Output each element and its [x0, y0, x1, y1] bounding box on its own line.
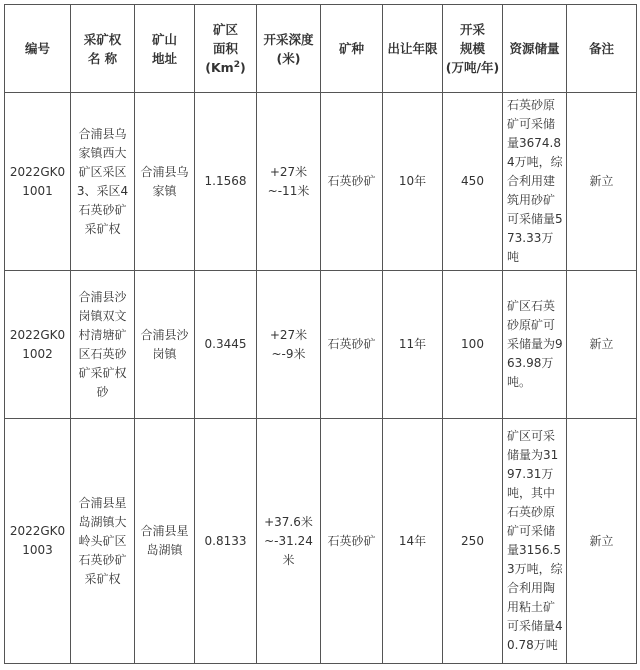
table-row — [5, 419, 637, 664]
cell-location: 合浦县乌家镇 — [135, 93, 195, 271]
cell-remarks: 新立 — [567, 419, 637, 664]
header-location: 矿山 地址 — [135, 5, 195, 93]
header-area: 矿区 面积 (Km$^2$) — [195, 5, 257, 93]
cell-area: 0.8133 — [195, 419, 257, 664]
cell-location: 合浦县沙岗镇 — [135, 271, 195, 419]
header-right-name: 采矿权 名 称 — [71, 5, 135, 93]
cell-depth: +27米 ~-11米 — [257, 93, 321, 271]
header-scale: 开采 规模 (万吨/年) — [443, 5, 503, 93]
table-row — [5, 271, 637, 419]
cell-term: 14年 — [383, 419, 443, 664]
cell-depth: +37.6米 ~-31.24米 — [257, 419, 321, 664]
cell-depth: +27米 ~-9米 — [257, 271, 321, 419]
cell-reserves: 矿区石英砂原矿可采储量为963.98万吨。 — [503, 271, 567, 419]
cell-mineral: 石英砂矿 — [321, 271, 383, 419]
header-id: 编号 — [5, 5, 71, 93]
cell-name: 合浦县乌家镇西大矿区采区3、采区4石英砂矿采矿权 — [71, 93, 135, 271]
cell-area: 1.1568 — [195, 93, 257, 271]
cell-term: 10年 — [383, 93, 443, 271]
cell-id: 2022GK01003 — [5, 419, 71, 664]
cell-name: 合浦县沙岗镇双文村清塘矿区石英砂矿采矿权砂 — [71, 271, 135, 419]
cell-id: 2022GK01002 — [5, 271, 71, 419]
cell-scale: 250 — [443, 419, 503, 664]
cell-reserves: 矿区可采储量为3197.31万吨，其中石英砂原矿可采储量3156.53万吨，综合利用陶用粘土矿可采储量40.78万吨 — [503, 419, 567, 664]
cell-scale: 450 — [443, 93, 503, 271]
cell-id: 2022GK01001 — [5, 93, 71, 271]
header-depth: 开采深度 (米) — [257, 5, 321, 93]
header-term: 出让年限 — [383, 5, 443, 93]
header-reserves: 资源储量 — [503, 5, 567, 93]
cell-location: 合浦县星岛湖镇 — [135, 419, 195, 664]
cell-reserves: 石英砂原矿可采储量3674.84万吨，综合利用建筑用砂矿可采储量573.33万吨 — [503, 93, 567, 271]
header-row — [5, 5, 637, 93]
cell-area: 0.3445 — [195, 271, 257, 419]
table-row — [5, 93, 637, 271]
header-remarks: 备注 — [567, 5, 637, 93]
cell-name: 合浦县星岛湖镇大岭头矿区石英砂矿采矿权 — [71, 419, 135, 664]
cell-mineral: 石英砂矿 — [321, 93, 383, 271]
cell-remarks: 新立 — [567, 93, 637, 271]
header-mineral: 矿种 — [321, 5, 383, 93]
cell-term: 11年 — [383, 271, 443, 419]
cell-mineral: 石英砂矿 — [321, 419, 383, 664]
mining-rights-table — [4, 4, 637, 664]
cell-remarks: 新立 — [567, 271, 637, 419]
cell-scale: 100 — [443, 271, 503, 419]
